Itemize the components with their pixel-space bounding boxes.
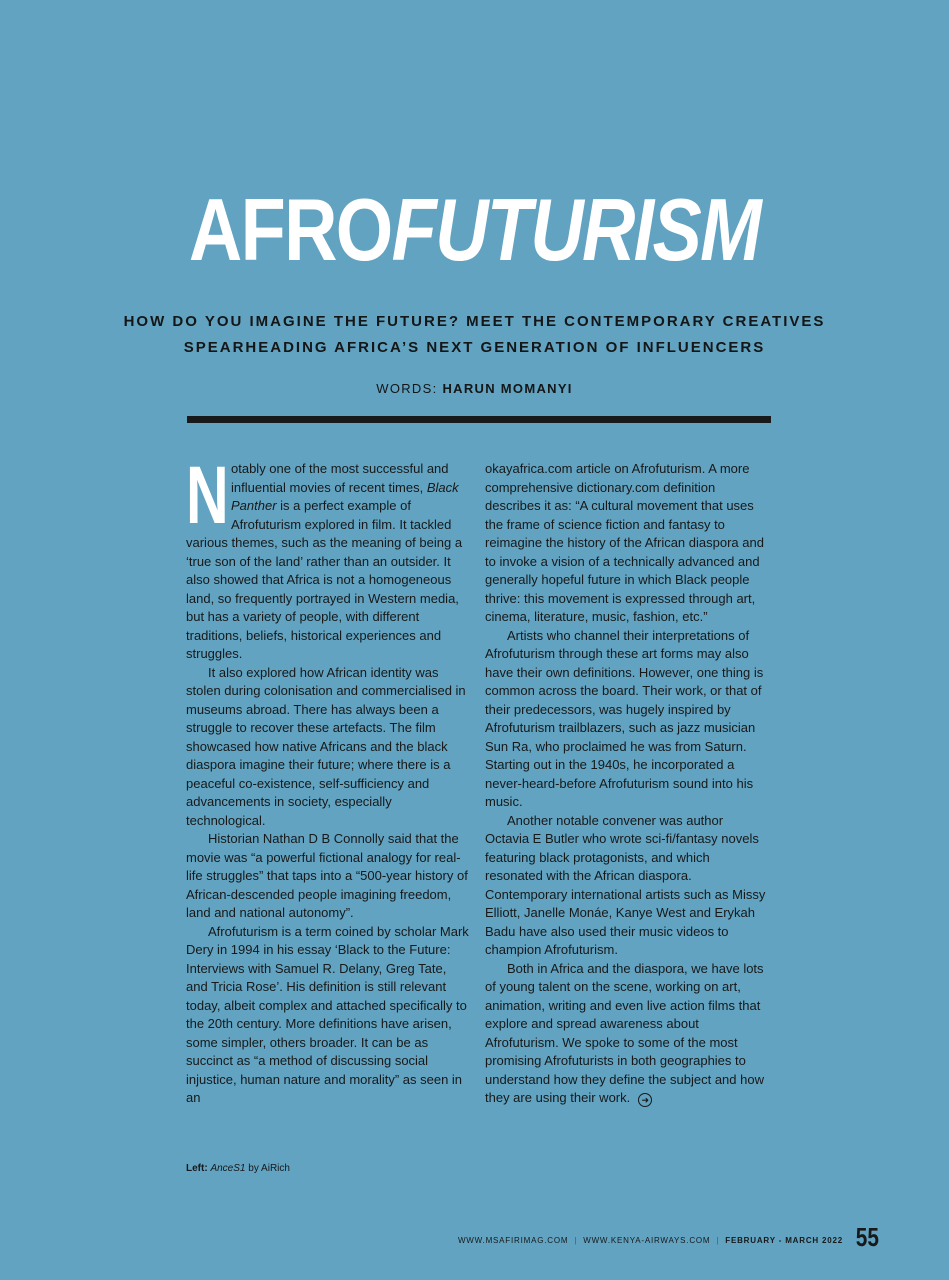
article-paragraph-1: [186, 450, 470, 664]
footer-issue-date: FEBRUARY - MARCH 2022: [725, 1235, 843, 1245]
caption-label: Left:: [186, 1163, 208, 1174]
film-title: Black Panther: [231, 479, 459, 513]
article-column-right: [485, 460, 767, 1108]
footer-site-1: WWW.MSAFIRIMAG.COM: [457, 1235, 569, 1245]
article-paragraph-3: Historian Nathan D B Connolly said that the movie was “a powerful fictional analogy for real-life struggles” that taps into a “500-year history of African-descended people imagining freedom, land and national autonomy”.: [186, 831, 468, 920]
standfirst: [120, 309, 829, 361]
article-paragraph-4: Afrofuturism is a term coined by scholar Mark Dery in 1994 in his essay ‘Black to the Future: Interviews with Samuel R. Delany, Greg Tate, and Tricia Rose’. His definition is still relevant today, albeit complex and attached specifically to the 20th century. More definitions have arisen, some simpler, others broader. It can be as succinct as “a method of discussing social injustice, human nature and morality” as seen in an: [186, 923, 469, 1105]
drop-cap: N: [186, 450, 229, 541]
divider-rule: [187, 416, 771, 423]
page-footer: [458, 1229, 843, 1251]
arrow-right-circle-icon: ➜: [638, 1093, 652, 1107]
headline-part-2: FUTURISM: [391, 180, 761, 279]
paragraph-1-start: otably one of the most successful and influential movies of recent times,: [231, 461, 449, 495]
article-paragraph-2: It also explored how African identity was stolen during colonisation and commercialised in museums abroad. There has always been a struggle to recover these artefacts. The film showcased how native Africans and the black diaspora imagine their future; where there is a peaceful co-existence, self-sufficiency and advancements in society, especially technological.: [186, 664, 466, 828]
footer-separator: |: [716, 1235, 720, 1245]
image-caption: [186, 1163, 290, 1174]
page-number: 55: [855, 1222, 879, 1252]
article-paragraph-6: Artists who channel their interpretations of Afrofuturism through these art forms may also have their own definitions. However, one thing is common across the board. Their work, or that of their predecessors, was hugely inspired by Afrofuturism trailblazers, such as jazz musician Sun Ra, who proclaimed he was from Saturn. Starting out in the 1940s, he incorporated a never-heard-before Afrofuturism sound into his music.: [485, 627, 764, 809]
byline: [0, 381, 949, 396]
article-paragraph-7: Another notable convener was author Octavia E Butler who wrote sci-fi/fantasy novels featuring black protagonists, and which resonated with the African diaspora. Contemporary international artists such as Missy Elliott, Janelle Monáe, Kanye West and Erykah Badu have also used their music videos to champion Afrofuturism.: [485, 812, 766, 957]
headline: [76, 180, 873, 280]
standfirst-line-2: SPEARHEADING AFRICA’S NEXT GENERATION OF INFLUENCERS: [183, 339, 766, 356]
standfirst-line-1: HOW DO YOU IMAGINE THE FUTURE? MEET THE CONTEMPORARY CREATIVES: [123, 313, 826, 330]
article-paragraph-5: okayafrica.com article on Afrofuturism. A more comprehensive dictionary.com definition describes it as: “A cultural movement that uses the frame of science fiction and fantasy to reimagine the history of the African diaspora and to invoke a vision of a technically advanced and generally hopeful future in which Black people thrive: this movement is expressed through art, cinema, literature, music, fashion, etc.”: [485, 461, 764, 624]
paragraph-8-text: Both in Africa and the diaspora, we have lots of young talent on the scene, working on art, animation, writing and even live action films that explore and spread awareness about Afrofuturism. We spoke to some of the most promising Afrofuturists in both geographies to understand how they define the subject and how they are using their work.: [485, 960, 764, 1105]
byline-label: WORDS:: [376, 381, 438, 396]
caption-credit: by AiRich: [245, 1163, 290, 1174]
article-column-left: [186, 450, 470, 1108]
footer-separator: |: [574, 1235, 578, 1245]
article-paragraph-8: [485, 960, 767, 1108]
headline-part-1: AFRO: [188, 180, 392, 279]
paragraph-1-end: is a perfect example of Afrofuturism explored in film. It tackled various themes, such as the meaning of being a ‘true son of the land’ rather than an outsider. It also showed that Africa is not a homogeneous land, so frequently portrayed in Western media, but has a variety of people, with different traditions, beliefs, historical experiences and struggles.: [186, 498, 463, 661]
byline-author: HARUN MOMANYI: [442, 381, 573, 396]
footer-site-2: WWW.KENYA-AIRWAYS.COM: [583, 1235, 711, 1245]
caption-work: AnceS1: [210, 1163, 246, 1174]
